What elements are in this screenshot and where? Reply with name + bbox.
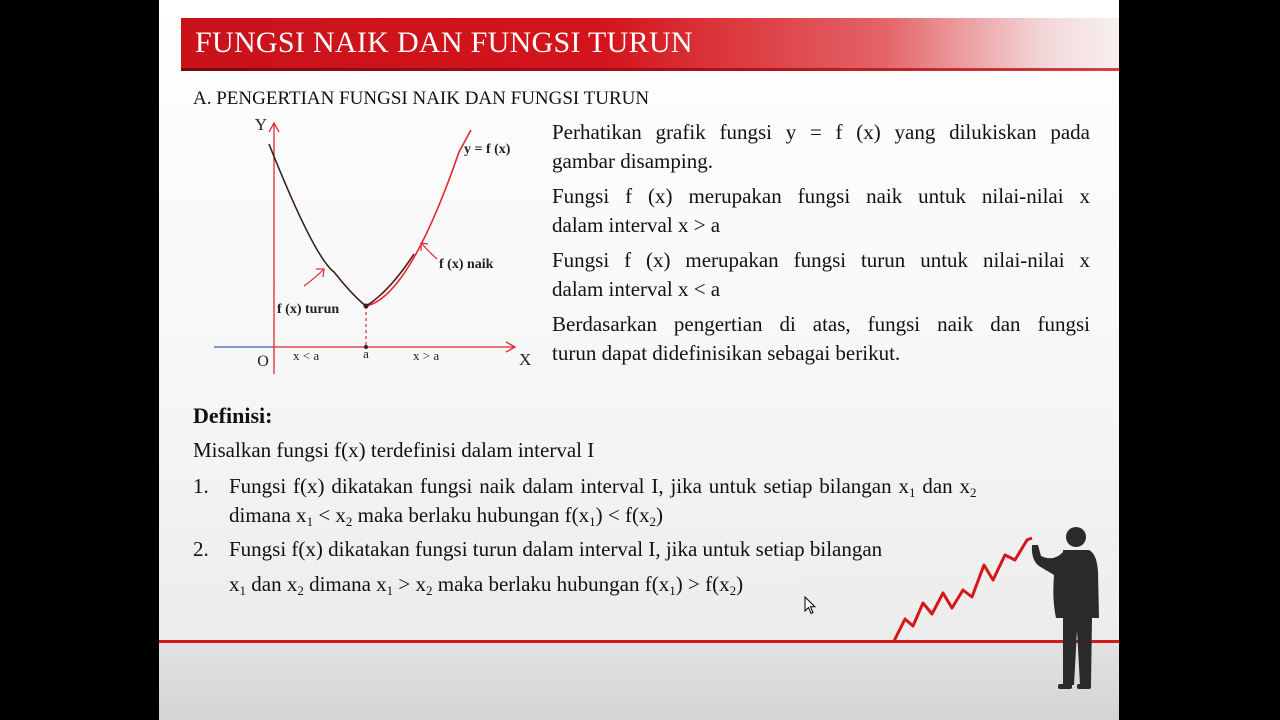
subscript: 1 <box>386 583 394 598</box>
mouse-cursor-icon <box>804 596 818 616</box>
slide-title: FUNGSI NAIK DAN FUNGSI TURUN <box>195 26 693 59</box>
text: Fungsi f(x) dikatakan fungsi turun dalam interval I, jika untuk setiap bilangan <box>229 537 883 561</box>
growth-illustration <box>159 0 1119 720</box>
definition-heading: Definisi: <box>193 403 273 428</box>
text: ) <box>736 572 744 596</box>
subscript: 2 <box>425 583 433 598</box>
text: dimana x <box>303 572 387 596</box>
subscript: 1 <box>239 583 246 598</box>
section-heading: A. PENGERTIAN FUNGSI NAIK DAN FUNGSI TURUN <box>193 88 650 109</box>
text: ) < f(x <box>595 503 650 527</box>
paragraph-line: turun dapat didefinisikan sebagai berikut. <box>552 341 901 365</box>
subscript: 2 <box>297 583 304 598</box>
a-label: a <box>363 346 369 361</box>
item-2-number: 2. <box>193 537 209 561</box>
curve-label: y = f (x) <box>464 142 511 157</box>
x-axis-label: X <box>519 350 532 369</box>
paragraph-line: Fungsi f (x) merupakan fungsi naik untuk nilai-nilai x <box>552 184 1090 208</box>
y-axis-label: Y <box>254 115 267 134</box>
naik-label: f (x) naik <box>439 257 494 272</box>
text: x <box>229 572 240 596</box>
paragraph-line: gambar disamping. <box>552 149 713 173</box>
text: maka berlaku hubungan f(x <box>352 503 590 527</box>
subscript: 2 <box>345 514 353 529</box>
text: > x <box>393 572 426 596</box>
item-1-number: 1. <box>193 474 209 498</box>
turun-label: f (x) turun <box>277 302 340 317</box>
subscript: 2 <box>729 583 737 598</box>
subscript: 1 <box>908 485 916 500</box>
paragraph-line: Fungsi f (x) merupakan fungsi turun untuk nilai-nilai x <box>552 248 1090 272</box>
subscript: 2 <box>970 485 977 500</box>
text: dan x <box>246 572 298 596</box>
text: Fungsi f(x) dikatakan fungsi naik dalam interval I, jika untuk setiap bilangan x <box>229 474 909 498</box>
text: ) <box>656 503 663 527</box>
definition-intro: Misalkan fungsi f(x) terdefinisi dalam interval I <box>193 438 595 462</box>
paragraph-line: Berdasarkan pengertian di atas, fungsi naik dan fungsi <box>552 312 1090 336</box>
paragraph-line: dalam interval x < a <box>552 277 721 301</box>
subscript: 1 <box>669 583 676 598</box>
subscript: 1 <box>589 514 596 529</box>
text: ) > f(x <box>675 572 730 596</box>
subscript: 2 <box>649 514 656 529</box>
paragraph-line: Perhatikan grafik fungsi y = f (x) yang dilukiskan pada <box>552 120 1090 144</box>
x-greater-label: x > a <box>413 348 440 363</box>
text: maka berlaku hubungan f(x <box>432 572 670 596</box>
origin-label: O <box>257 353 269 370</box>
text: < x <box>313 503 346 527</box>
zigzag-line <box>894 538 1032 641</box>
businessman-silhouette <box>1032 527 1099 689</box>
x-less-label: x < a <box>293 348 320 363</box>
slide <box>159 0 1119 720</box>
subscript: 1 <box>306 514 314 529</box>
text: dan x <box>915 474 970 498</box>
text: dimana x <box>229 503 307 527</box>
paragraph-line: dalam interval x > a <box>552 213 721 237</box>
